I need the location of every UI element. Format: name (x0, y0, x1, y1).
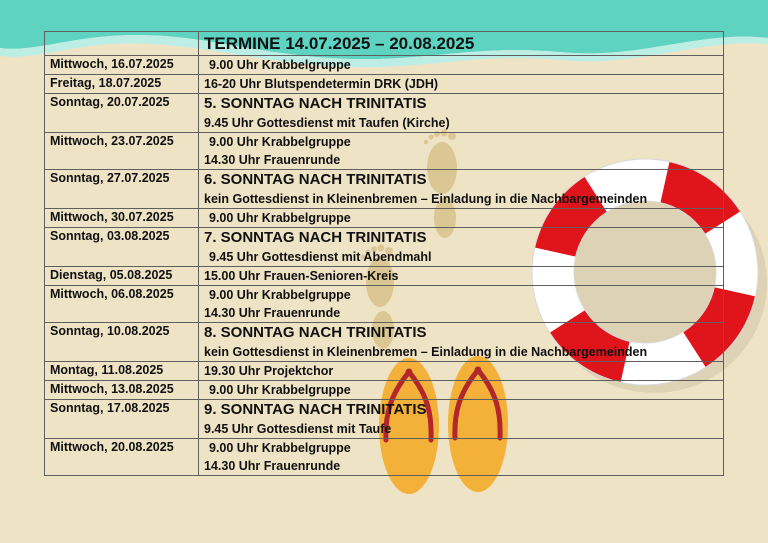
event-heading: 5. SONNTAG NACH TRINITATIS (204, 95, 427, 112)
table-row (45, 133, 724, 170)
table-row (45, 286, 724, 323)
event-line: 9.00 Uhr Krabbelgruppe (209, 288, 351, 302)
event-date: Mittwoch, 16.07.2025 (45, 56, 199, 75)
event-heading: 6. SONNTAG NACH TRINITATIS (204, 171, 427, 188)
event-date: Mittwoch, 30.07.2025 (45, 209, 199, 228)
event-line: 9.00 Uhr Krabbelgruppe (209, 135, 351, 149)
event-date: Mittwoch, 06.08.2025 (45, 286, 199, 323)
event-cell (199, 286, 724, 323)
event-date: Mittwoch, 20.08.2025 (45, 439, 199, 476)
event-date: Mittwoch, 13.08.2025 (45, 381, 199, 400)
table-row (45, 439, 724, 476)
event-cell (199, 381, 724, 400)
event-cell (199, 439, 724, 476)
event-cell (199, 228, 724, 267)
event-date: Sonntag, 20.07.2025 (45, 94, 199, 133)
table-row (45, 400, 724, 439)
event-cell (199, 323, 724, 362)
event-cell (199, 400, 724, 439)
event-line: kein Gottesdienst in Kleinenbremen – Einladung in die Nachbargemeinden (204, 192, 648, 206)
event-line: 16-20 Uhr Blutspendetermin DRK (JDH) (204, 77, 439, 91)
event-cell (199, 56, 724, 75)
table-row (45, 228, 724, 267)
event-line: 9.00 Uhr Krabbelgruppe (209, 383, 351, 397)
schedule-table (44, 31, 724, 476)
event-line: 9.00 Uhr Krabbelgruppe (209, 211, 351, 225)
table-row (45, 94, 724, 133)
event-date: Sonntag, 03.08.2025 (45, 228, 199, 267)
table-row (45, 267, 724, 286)
event-date: Freitag, 18.07.2025 (45, 75, 199, 94)
event-cell (199, 133, 724, 170)
event-line: 14.30 Uhr Frauenrunde (204, 153, 341, 167)
table-row (45, 209, 724, 228)
table-row (45, 381, 724, 400)
event-date: Dienstag, 05.08.2025 (45, 267, 199, 286)
event-line: kein Gottesdienst in Kleinenbremen – Einladung in die Nachbargemeinden (204, 345, 648, 359)
event-heading: 9. SONNTAG NACH TRINITATIS (204, 401, 427, 418)
header-blank-cell (45, 32, 199, 56)
page-title: TERMINE 14.07.2025 – 20.08.2025 (199, 32, 724, 56)
table-row (45, 170, 724, 209)
event-cell (199, 362, 724, 381)
event-heading: 8. SONNTAG NACH TRINITATIS (204, 324, 427, 341)
event-line: 14.30 Uhr Frauenrunde (204, 459, 341, 473)
event-line: 9.45 Uhr Gottesdienst mit Taufe (204, 422, 392, 436)
event-line: 9.00 Uhr Krabbelgruppe (209, 441, 351, 455)
event-date: Montag, 11.08.2025 (45, 362, 199, 381)
event-line: 9.45 Uhr Gottesdienst mit Taufen (Kirche) (204, 116, 450, 130)
event-cell (199, 75, 724, 94)
event-date: Sonntag, 10.08.2025 (45, 323, 199, 362)
event-date: Sonntag, 27.07.2025 (45, 170, 199, 209)
event-cell (199, 170, 724, 209)
event-cell (199, 267, 724, 286)
event-cell (199, 94, 724, 133)
event-line: 19.30 Uhr Projektchor (204, 364, 334, 378)
table-row (45, 323, 724, 362)
event-date: Sonntag, 17.08.2025 (45, 400, 199, 439)
table-row (45, 56, 724, 75)
event-cell (199, 209, 724, 228)
table-row (45, 75, 724, 94)
event-heading: 7. SONNTAG NACH TRINITATIS (204, 229, 427, 246)
event-line: 15.00 Uhr Frauen-Senioren-Kreis (204, 269, 399, 283)
event-date: Mittwoch, 23.07.2025 (45, 133, 199, 170)
event-line: 9.00 Uhr Krabbelgruppe (209, 58, 351, 72)
event-line: 9.45 Uhr Gottesdienst mit Abendmahl (209, 250, 432, 264)
schedule-rows (45, 56, 724, 476)
event-line: 14.30 Uhr Frauenrunde (204, 306, 341, 320)
table-row (45, 362, 724, 381)
header-row (45, 32, 724, 56)
